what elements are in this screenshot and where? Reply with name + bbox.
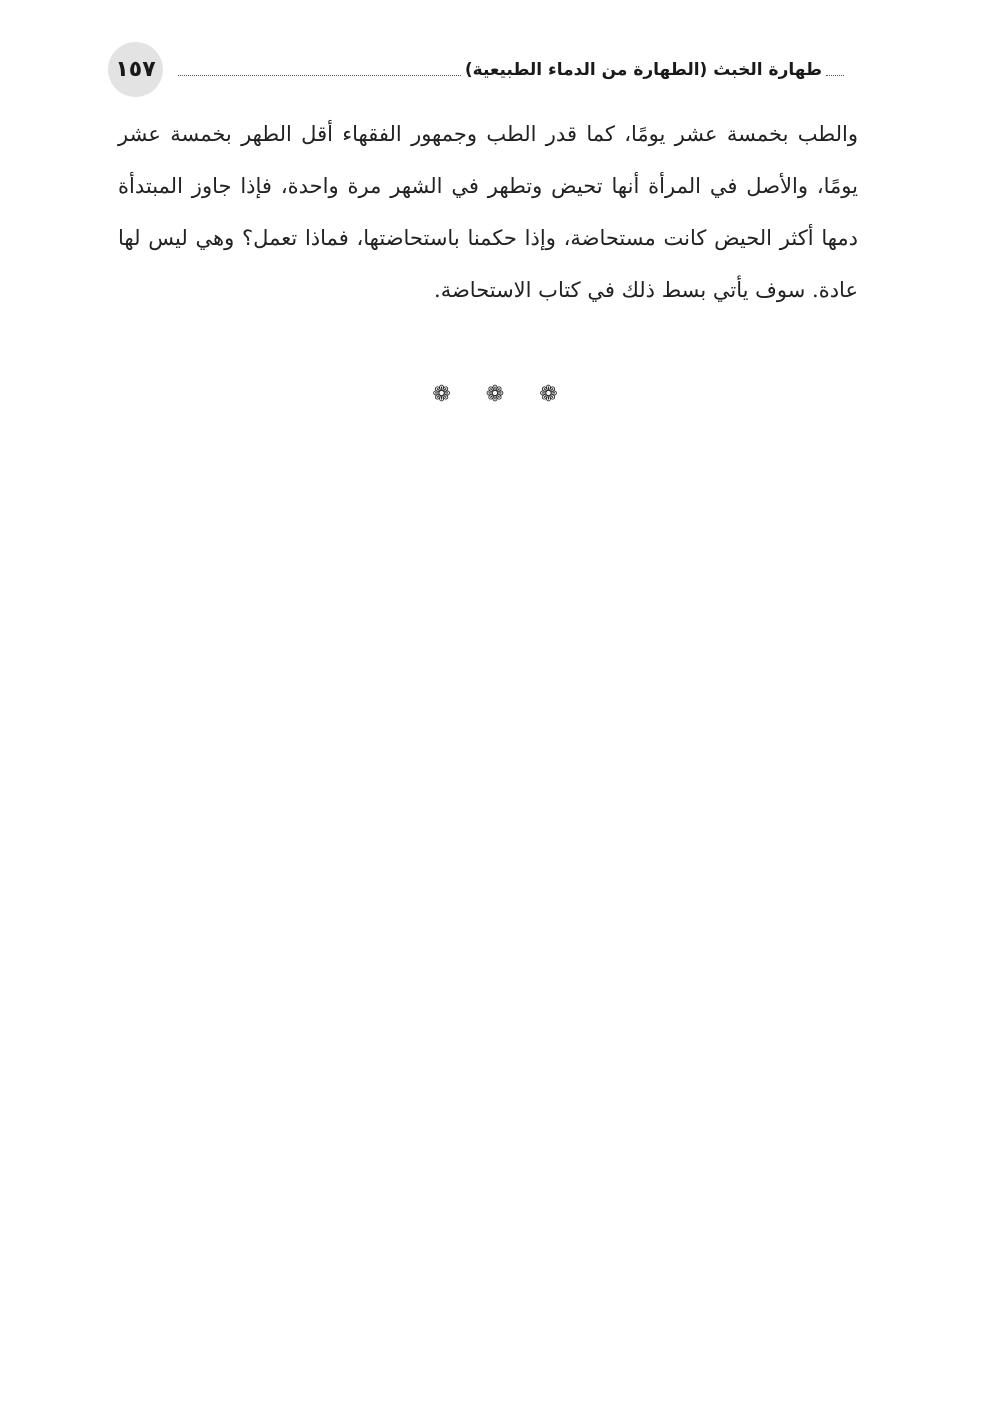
section-ornament-divider: ❁ ❁ ❁: [432, 382, 572, 407]
header-leader-dots-right: [826, 75, 844, 76]
running-header: [178, 54, 844, 86]
body-paragraph: والطب بخمسة عشر يومًا، كما قدر الطب وجمهور الفقهاء أقل الطهر بخمسة عشر يومًا، والأصل في المرأة أنها تحيض وتطهر في الشهر مرة واحدة، فإذا جاوز المبتدأة دمها أكثر الحيض كانت مستحاضة، وإذا حكمنا باستحاضتها، فماذا تعمل؟ وهي ليس لها عادة. سوف يأتي بسط ذلك في كتاب الاستحاضة.: [118, 122, 858, 302]
header-leader-dots-left: [178, 75, 461, 76]
running-header-title: طهارة الخبث (الطهارة من الدماء الطبيعية): [464, 60, 822, 80]
page-number-badge: [108, 42, 163, 97]
page-number: ١٥٧: [115, 57, 156, 82]
